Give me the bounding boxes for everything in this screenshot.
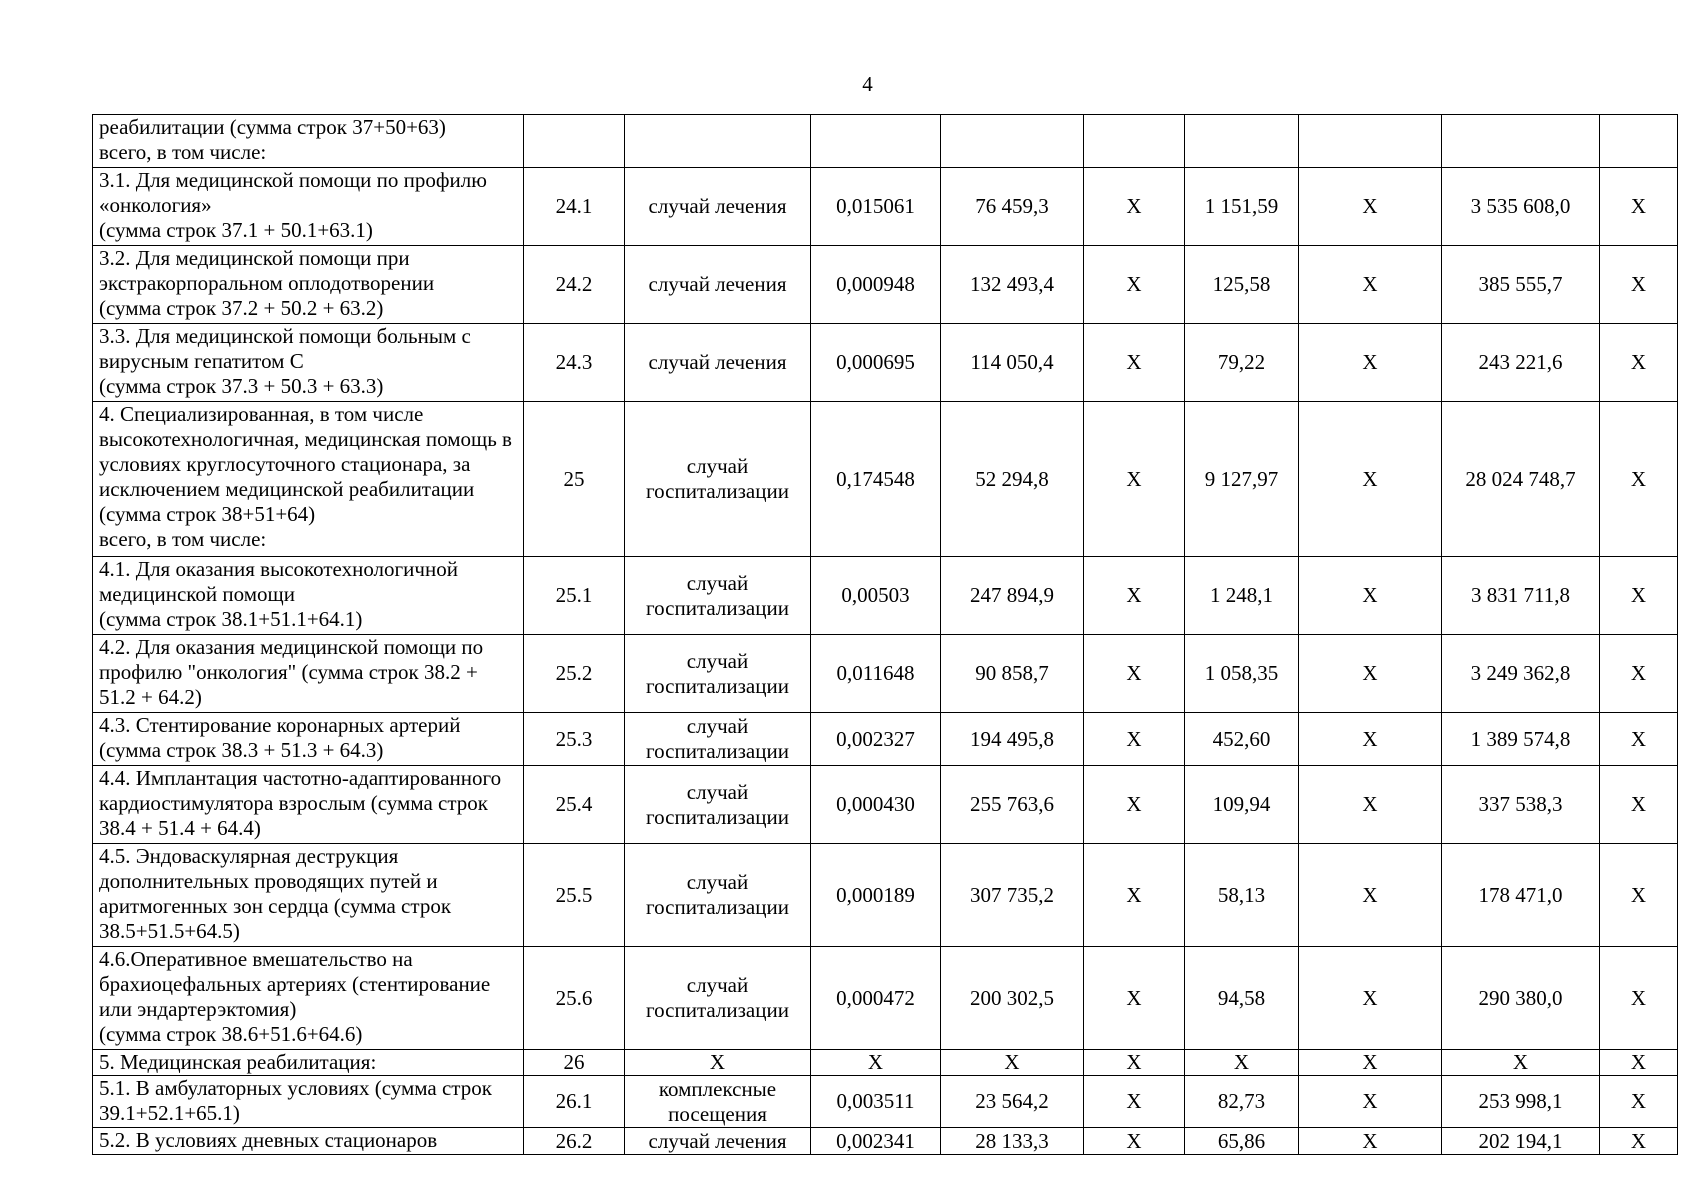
col8-cell: X <box>1299 168 1442 246</box>
cost-cell: 114 050,4 <box>941 324 1084 402</box>
page-number: 4 <box>862 72 873 96</box>
financing-table <box>92 114 1678 1155</box>
unit-cell: случай госпитализации <box>625 635 811 713</box>
col8-cell: X <box>1299 246 1442 324</box>
norm-cell: 0,174548 <box>811 402 941 557</box>
row-number-cell: 25.2 <box>524 635 625 713</box>
per-capita-cell: 94,58 <box>1185 947 1299 1050</box>
col8-cell: X <box>1299 713 1442 766</box>
norm-cell: 0,002341 <box>811 1128 941 1155</box>
table-row <box>93 713 1678 766</box>
cost-cell: 28 133,3 <box>941 1128 1084 1155</box>
indicator-name-cell: 4.2. Для оказания медицинской помощи по профилю "онкология" (сумма строк 38.2 + 51.2 + 64.2) <box>93 635 524 713</box>
col8-cell: X <box>1299 1076 1442 1128</box>
col10-cell: X <box>1600 557 1678 635</box>
col6-cell: X <box>1084 168 1185 246</box>
per-capita-cell: 79,22 <box>1185 324 1299 402</box>
amount-cell: 253 998,1 <box>1442 1076 1600 1128</box>
col10-cell: X <box>1600 246 1678 324</box>
indicator-name-cell: 5.1. В амбулаторных условиях (сумма строк 39.1+52.1+65.1) <box>93 1076 524 1128</box>
row-number-cell: 26.2 <box>524 1128 625 1155</box>
unit-cell: случай госпитализации <box>625 844 811 947</box>
unit-cell: комплексные посещения <box>625 1076 811 1128</box>
row-number-cell: 25 <box>524 402 625 557</box>
indicator-name-cell: 4.5. Эндоваскулярная деструкция дополнительных проводящих путей и аритмогенных зон сердца (сумма строк 38.5+51.5+64.5) <box>93 844 524 947</box>
col6-cell: X <box>1084 557 1185 635</box>
cost-cell: 200 302,5 <box>941 947 1084 1050</box>
unit-cell <box>625 115 811 168</box>
cost-cell: 132 493,4 <box>941 246 1084 324</box>
col10-cell: X <box>1600 168 1678 246</box>
per-capita-cell: 109,94 <box>1185 766 1299 844</box>
unit-cell: случай госпитализации <box>625 713 811 766</box>
row-number-cell: 25.3 <box>524 713 625 766</box>
cost-cell: 247 894,9 <box>941 557 1084 635</box>
unit-cell: случай лечения <box>625 168 811 246</box>
norm-cell: 0,011648 <box>811 635 941 713</box>
col6-cell: X <box>1084 713 1185 766</box>
norm-cell <box>811 115 941 168</box>
indicator-name-cell: 4.4. Имплантация частотно-адаптированного кардиостимулятора взрослым (сумма строк 38.4 + 51.4 + 64.4) <box>93 766 524 844</box>
col8-cell: X <box>1299 635 1442 713</box>
table-row <box>93 324 1678 402</box>
table-row <box>93 168 1678 246</box>
col10-cell <box>1600 115 1678 168</box>
table-row <box>93 1128 1678 1155</box>
per-capita-cell: 9 127,97 <box>1185 402 1299 557</box>
amount-cell: 178 471,0 <box>1442 844 1600 947</box>
row-number-cell: 25.1 <box>524 557 625 635</box>
col10-cell: X <box>1600 1050 1678 1076</box>
unit-cell: случай лечения <box>625 246 811 324</box>
table-row <box>93 115 1678 168</box>
amount-cell <box>1442 115 1600 168</box>
amount-cell: 337 538,3 <box>1442 766 1600 844</box>
per-capita-cell <box>1185 115 1299 168</box>
col6-cell <box>1084 115 1185 168</box>
unit-cell: случай госпитализации <box>625 557 811 635</box>
norm-cell: 0,003511 <box>811 1076 941 1128</box>
indicator-name-cell: 3.2. Для медицинской помощи при экстракорпоральном оплодотворении (сумма строк 37.2 + 50.2 + 63.2) <box>93 246 524 324</box>
cost-cell: 255 763,6 <box>941 766 1084 844</box>
row-number-cell: 24.1 <box>524 168 625 246</box>
indicator-name-cell: 4.6.Оперативное вмешательство на брахиоцефальных артериях (стентирование или эндартерэктомия) (сумма строк 38.6+51.6+64.6) <box>93 947 524 1050</box>
col10-cell: X <box>1600 324 1678 402</box>
amount-cell: 1 389 574,8 <box>1442 713 1600 766</box>
row-number-cell: 24.3 <box>524 324 625 402</box>
cost-cell: 90 858,7 <box>941 635 1084 713</box>
indicator-name-cell: 5. Медицинская реабилитация: <box>93 1050 524 1076</box>
unit-cell: случай лечения <box>625 1128 811 1155</box>
indicator-name-cell: 3.1. Для медицинской помощи по профилю «онкология» (сумма строк 37.1 + 50.1+63.1) <box>93 168 524 246</box>
table-row <box>93 635 1678 713</box>
indicator-name-cell: 4.3. Стентирование коронарных артерий (сумма строк 38.3 + 51.3 + 64.3) <box>93 713 524 766</box>
indicator-name-cell: реабилитации (сумма строк 37+50+63) всего, в том числе: <box>93 115 524 168</box>
per-capita-cell: X <box>1185 1050 1299 1076</box>
norm-cell: 0,000695 <box>811 324 941 402</box>
amount-cell: 385 555,7 <box>1442 246 1600 324</box>
col8-cell: X <box>1299 1128 1442 1155</box>
cost-cell: 23 564,2 <box>941 1076 1084 1128</box>
col6-cell: X <box>1084 402 1185 557</box>
norm-cell: 0,002327 <box>811 713 941 766</box>
norm-cell: 0,000189 <box>811 844 941 947</box>
table-row <box>93 246 1678 324</box>
col6-cell: X <box>1084 1076 1185 1128</box>
col10-cell: X <box>1600 635 1678 713</box>
per-capita-cell: 1 151,59 <box>1185 168 1299 246</box>
table-row <box>93 1050 1678 1076</box>
per-capita-cell: 452,60 <box>1185 713 1299 766</box>
norm-cell: 0,015061 <box>811 168 941 246</box>
unit-cell: случай госпитализации <box>625 766 811 844</box>
col8-cell: X <box>1299 947 1442 1050</box>
col6-cell: X <box>1084 947 1185 1050</box>
row-number-cell: 26.1 <box>524 1076 625 1128</box>
amount-cell: 3 831 711,8 <box>1442 557 1600 635</box>
unit-cell: случай лечения <box>625 324 811 402</box>
cost-cell: 52 294,8 <box>941 402 1084 557</box>
col10-cell: X <box>1600 402 1678 557</box>
norm-cell: 0,00503 <box>811 557 941 635</box>
per-capita-cell: 1 058,35 <box>1185 635 1299 713</box>
col8-cell: X <box>1299 1050 1442 1076</box>
col6-cell: X <box>1084 635 1185 713</box>
norm-cell: X <box>811 1050 941 1076</box>
norm-cell: 0,000472 <box>811 947 941 1050</box>
col6-cell: X <box>1084 844 1185 947</box>
cost-cell: 194 495,8 <box>941 713 1084 766</box>
col6-cell: X <box>1084 324 1185 402</box>
row-number-cell: 25.6 <box>524 947 625 1050</box>
row-number-cell: 25.5 <box>524 844 625 947</box>
table-row <box>93 947 1678 1050</box>
amount-cell: 3 249 362,8 <box>1442 635 1600 713</box>
amount-cell: 28 024 748,7 <box>1442 402 1600 557</box>
indicator-name-cell: 3.3. Для медицинской помощи больным с вирусным гепатитом С (сумма строк 37.3 + 50.3 + 63.3) <box>93 324 524 402</box>
col10-cell: X <box>1600 947 1678 1050</box>
per-capita-cell: 82,73 <box>1185 1076 1299 1128</box>
table-row <box>93 844 1678 947</box>
col10-cell: X <box>1600 844 1678 947</box>
col8-cell: X <box>1299 766 1442 844</box>
col6-cell: X <box>1084 1128 1185 1155</box>
table-row <box>93 557 1678 635</box>
table-row <box>93 402 1678 557</box>
row-number-cell <box>524 115 625 168</box>
indicator-name-cell: 4. Специализированная, в том числе высокотехнологичная, медицинская помощь в условиях круглосуточного стационара, за исключением медицинской реабилитации (сумма строк 38+51+64) всего, в том числе: <box>93 402 524 557</box>
table-row <box>93 766 1678 844</box>
row-number-cell: 25.4 <box>524 766 625 844</box>
col8-cell <box>1299 115 1442 168</box>
row-number-cell: 26 <box>524 1050 625 1076</box>
row-number-cell: 24.2 <box>524 246 625 324</box>
col8-cell: X <box>1299 844 1442 947</box>
indicator-name-cell: 5.2. В условиях дневных стационаров <box>93 1128 524 1155</box>
col10-cell: X <box>1600 1076 1678 1128</box>
per-capita-cell: 58,13 <box>1185 844 1299 947</box>
col8-cell: X <box>1299 402 1442 557</box>
col6-cell: X <box>1084 246 1185 324</box>
col10-cell: X <box>1600 1128 1678 1155</box>
cost-cell: X <box>941 1050 1084 1076</box>
per-capita-cell: 1 248,1 <box>1185 557 1299 635</box>
amount-cell: 290 380,0 <box>1442 947 1600 1050</box>
unit-cell: случай госпитализации <box>625 947 811 1050</box>
cost-cell: 76 459,3 <box>941 168 1084 246</box>
col8-cell: X <box>1299 557 1442 635</box>
norm-cell: 0,000948 <box>811 246 941 324</box>
unit-cell: X <box>625 1050 811 1076</box>
indicator-name-cell: 4.1. Для оказания высокотехнологичной медицинской помощи (сумма строк 38.1+51.1+64.1) <box>93 557 524 635</box>
table-row <box>93 1076 1678 1128</box>
col6-cell: X <box>1084 1050 1185 1076</box>
col10-cell: X <box>1600 713 1678 766</box>
cost-cell: 307 735,2 <box>941 844 1084 947</box>
col6-cell: X <box>1084 766 1185 844</box>
per-capita-cell: 125,58 <box>1185 246 1299 324</box>
col8-cell: X <box>1299 324 1442 402</box>
amount-cell: 3 535 608,0 <box>1442 168 1600 246</box>
norm-cell: 0,000430 <box>811 766 941 844</box>
per-capita-cell: 65,86 <box>1185 1128 1299 1155</box>
col10-cell: X <box>1600 766 1678 844</box>
amount-cell: 202 194,1 <box>1442 1128 1600 1155</box>
cost-cell <box>941 115 1084 168</box>
amount-cell: 243 221,6 <box>1442 324 1600 402</box>
unit-cell: случай госпитализации <box>625 402 811 557</box>
amount-cell: X <box>1442 1050 1600 1076</box>
